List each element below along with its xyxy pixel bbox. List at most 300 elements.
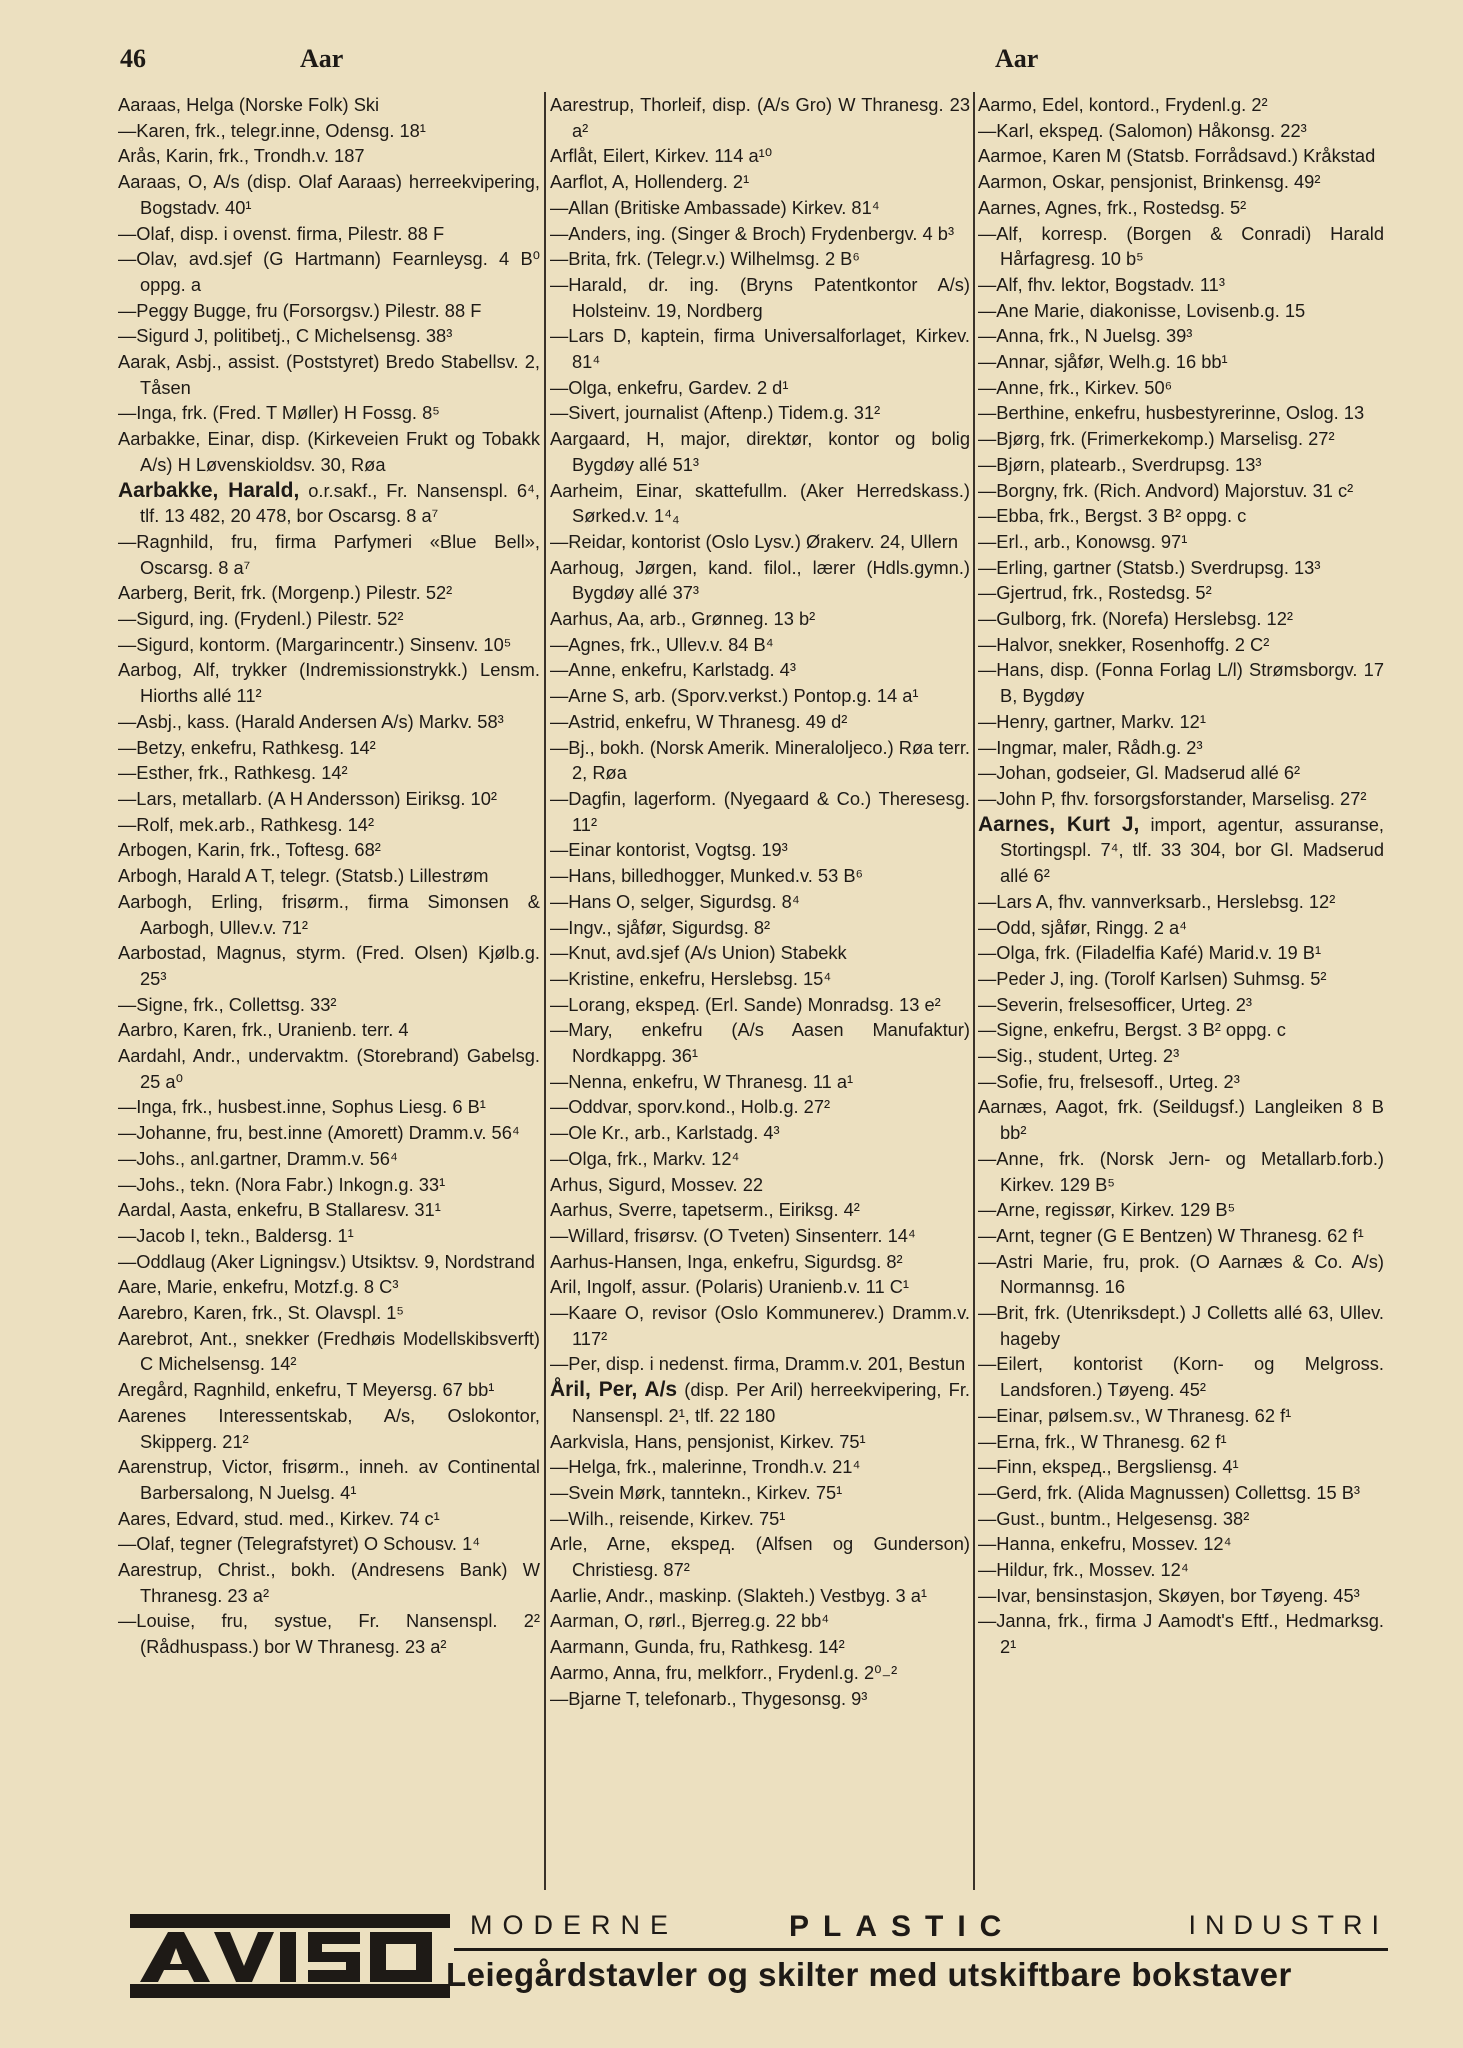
directory-entry bbox=[118, 221, 540, 247]
column-3 bbox=[978, 92, 1384, 1894]
column-divider bbox=[544, 92, 546, 1890]
directory-entry bbox=[550, 889, 970, 915]
entry-text: Aares, Edvard, stud. med., Kirkev. 74 c¹ bbox=[118, 1507, 440, 1529]
entry-text: —Hanna, enkefru, Mossev. 12⁴ bbox=[978, 1533, 1232, 1555]
entry-text: —Bj., bokh. (Norsk Amerik. Mineraloljeco.) Røa terr. 2, Røa bbox=[550, 736, 970, 784]
entry-text: —Olaf, tegner (Telegrafstyret) O Schousv. 1⁴ bbox=[118, 1533, 481, 1555]
directory-entry bbox=[118, 735, 540, 761]
directory-entry bbox=[550, 529, 970, 555]
directory-entry bbox=[550, 221, 970, 247]
entry-text: Aarbogh, Erling, frisørm., firma Simonsen & Aarbogh, Ullev.v. 71² bbox=[118, 890, 540, 938]
directory-entry bbox=[550, 92, 970, 143]
entry-text: —Rolf, mek.arb., Rathkesg. 14² bbox=[118, 813, 375, 835]
banner-word-plastic: PLASTIC bbox=[789, 1910, 1016, 1943]
entry-bold-name: Åril, Per, A/s bbox=[550, 1378, 678, 1402]
directory-entry bbox=[978, 992, 1384, 1018]
entry-text: —Ivar, bensinstasjon, Skøyen, bor Tøyeng. 45³ bbox=[978, 1584, 1360, 1606]
directory-entry bbox=[118, 143, 540, 169]
directory-entry bbox=[978, 298, 1384, 324]
entry-text: —Inga, frk., husbest.inne, Sophus Liesg. 6 B¹ bbox=[118, 1096, 486, 1118]
directory-entry bbox=[978, 349, 1384, 375]
entry-text: Aarhoug, Jørgen, kand. filol., lærer (Hdls.gymn.) Bygdøy allé 37³ bbox=[550, 556, 970, 604]
entry-text: Aarbog, Alf, trykker (Indremissionstrykk.) Lensm. Hiorths allé 11² bbox=[118, 659, 540, 707]
entry-text: —Arne, regissør, Kirkev. 129 B⁵ bbox=[978, 1199, 1236, 1221]
entry-text: —Esther, frk., Rathkesg. 14² bbox=[118, 762, 348, 784]
banner-word-industri: INDUSTRI bbox=[1188, 1910, 1388, 1940]
entry-text: —Hans, billedhogger, Munked.v. 53 B⁶ bbox=[550, 865, 864, 887]
entry-text: —Berthine, enkefru, husbestyrerinne, Oslog. 13 bbox=[978, 402, 1365, 424]
entry-text: —Allan (Britiske Ambassade) Kirkev. 81⁴ bbox=[550, 196, 880, 218]
entry-text: Aarmo, Edel, kontord., Frydenl.g. 2² bbox=[978, 94, 1268, 115]
entry-text: —Sigurd, ing. (Frydenl.) Pilestr. 52² bbox=[118, 608, 404, 630]
directory-entry bbox=[978, 966, 1384, 992]
entry-text: Aarmon, Oskar, pensjonist, Brinkensg. 49² bbox=[978, 171, 1321, 193]
directory-entry bbox=[978, 1608, 1384, 1659]
directory-entry bbox=[978, 606, 1384, 632]
entry-text: Aardal, Aasta, enkefru, B Stallaresv. 31¹ bbox=[118, 1199, 441, 1221]
directory-entry bbox=[978, 503, 1384, 529]
directory-entry bbox=[978, 915, 1384, 941]
entry-text: Arflåt, Eilert, Kirkev. 114 a¹⁰ bbox=[550, 145, 773, 167]
directory-entry bbox=[978, 709, 1384, 735]
directory-entry bbox=[118, 812, 540, 838]
directory-entry bbox=[978, 1403, 1384, 1429]
directory-entry bbox=[978, 1069, 1384, 1095]
directory-entry bbox=[118, 298, 540, 324]
entry-text: —Erling, gartner (Statsb.) Sverdrupsg. 13³ bbox=[978, 556, 1321, 578]
directory-entry bbox=[550, 143, 970, 169]
entry-text: —Arnt, tegner (G E Bentzen) W Thranesg. 62 f¹ bbox=[978, 1224, 1364, 1246]
directory-entry bbox=[550, 1583, 970, 1609]
entry-text: Arle, Arne, ekspeд. (Alfsen og Gunderson) Christiesg. 87² bbox=[550, 1533, 970, 1581]
directory-entry bbox=[978, 1351, 1384, 1402]
directory-entry bbox=[118, 889, 540, 940]
entry-text: —Erl., arb., Konowsg. 97¹ bbox=[978, 530, 1188, 552]
directory-entry bbox=[118, 760, 540, 786]
directory-entry bbox=[550, 426, 970, 477]
entry-text: Aarmoe, Karen M (Statsb. Forrådsavd.) Kråkstad bbox=[978, 145, 1376, 167]
entry-text: —Hans, disp. (Fonna Forlag L/l) Strømsborgv. 17 B, Bygdøy bbox=[978, 659, 1384, 707]
directory-entry bbox=[550, 1608, 970, 1634]
directory-entry bbox=[978, 786, 1384, 812]
directory-entry bbox=[978, 1017, 1384, 1043]
entry-text: —Oddlaug (Aker Ligningsv.) Utsiktsv. 9, Nordstrand bbox=[118, 1250, 535, 1272]
directory-entry bbox=[550, 1223, 970, 1249]
directory-entry bbox=[550, 555, 970, 606]
entry-text: —Anne, enkefru, Karlstadg. 4³ bbox=[550, 659, 796, 681]
entry-text: —Lars A, fhv. vannverksarb., Herslebsg. 12² bbox=[978, 890, 1336, 912]
entry-text: Aarkvisla, Hans, pensjonist, Kirkev. 75¹ bbox=[550, 1430, 866, 1452]
directory-entry bbox=[550, 837, 970, 863]
entry-text: —Erna, frk., W Thranesg. 62 f¹ bbox=[978, 1430, 1227, 1452]
entry-text: Aarbakke, Einar, disp. (Kirkeveien Frukt og Tobakk A/s) H Løvenskioldsv. 30, Røa bbox=[118, 428, 540, 475]
page-header bbox=[120, 44, 1388, 84]
advertisement-banner bbox=[124, 1906, 1388, 2016]
entry-text: —Dagfin, lagerform. (Nyegaard & Co.) Theresesg. 11² bbox=[550, 787, 970, 835]
entry-text: Aarberg, Berit, frk. (Morgenp.) Pilestr. 52² bbox=[118, 582, 453, 604]
directory-entry bbox=[550, 940, 970, 966]
entry-text: Aardahl, Andr., undervaktm. (Storebrand) Gabelsg. 25 a⁰ bbox=[118, 1045, 540, 1092]
directory-entry bbox=[118, 1531, 540, 1557]
directory-entry bbox=[118, 169, 540, 220]
entry-text: Aarlie, Andr., maskinp. (Slakteh.) Vestbyg. 3 a¹ bbox=[550, 1584, 927, 1606]
entry-text: Aare, Marie, enkefru, Motzf.g. 8 C³ bbox=[118, 1276, 399, 1298]
directory-entry bbox=[978, 1197, 1384, 1223]
directory-entry bbox=[550, 400, 970, 426]
directory-entry bbox=[118, 400, 540, 426]
directory-entry bbox=[978, 889, 1384, 915]
directory-entry bbox=[550, 1120, 970, 1146]
page-number: 46 bbox=[120, 44, 146, 73]
entry-text: —Finn, ekspeд., Bergsliensg. 4¹ bbox=[978, 1456, 1239, 1478]
entry-text: Aarnæs, Aagot, frk. (Seildugsf.) Langleiken 8 B bb² bbox=[978, 1096, 1384, 1144]
directory-entry bbox=[118, 529, 540, 580]
directory-entry bbox=[978, 1146, 1384, 1197]
directory-entry bbox=[978, 1506, 1384, 1532]
directory-entry bbox=[550, 1249, 970, 1275]
directory-entry bbox=[978, 1429, 1384, 1455]
entry-text: o.r.sakf., Fr. Nansenspl. 6⁴, tlf. 13 482, 20 478, bor Oscarsg. 8 a⁷ bbox=[140, 479, 540, 527]
entry-text: —Louise, fru, systue, Fr. Nansenspl. 2² (Rådhuspass.) bor W Thranesg. 23 a² bbox=[118, 1610, 540, 1658]
directory-entry bbox=[118, 92, 540, 118]
entry-text: —Arne S, arb. (Sporv.verkst.) Pontop.g. 14 a¹ bbox=[550, 685, 919, 707]
directory-entry bbox=[550, 1377, 970, 1428]
entry-text: Aarebrot, Ant., snekker (Fredhøis Modellskibsverft) C Michelsensg. 14² bbox=[118, 1327, 540, 1375]
entry-text: —Asbj., kass. (Harald Andersen A/s) Markv. 58³ bbox=[118, 710, 504, 732]
directory-entry bbox=[550, 966, 970, 992]
directory-entry bbox=[978, 169, 1384, 195]
entry-text: —Johan, godseier, Gl. Madserud allé 6² bbox=[978, 762, 1301, 784]
entry-text: Aarhus, Sverre, tapetserm., Eiriksg. 4² bbox=[550, 1199, 860, 1221]
directory-entry bbox=[978, 195, 1384, 221]
entry-text: —Olga, enkefru, Gardev. 2 d¹ bbox=[550, 376, 789, 398]
entry-text: —Johanne, fru, best.inne (Amorett) Dramm.v. 56⁴ bbox=[118, 1122, 520, 1144]
entry-text: Aaraas, Helga (Norske Folk) Ski bbox=[118, 94, 380, 115]
directory-entry bbox=[550, 1634, 970, 1660]
entry-text: Aregård, Ragnhild, enkefru, T Meyersg. 67 bb¹ bbox=[118, 1379, 495, 1401]
directory-entry bbox=[118, 1506, 540, 1532]
entry-bold-name: Aarnes, Kurt J, bbox=[978, 812, 1140, 836]
entry-text: —Hildur, frk., Mossev. 12⁴ bbox=[978, 1559, 1189, 1581]
entry-text: Arås, Karin, frk., Trondh.v. 187 bbox=[118, 145, 365, 167]
directory-entry bbox=[978, 400, 1384, 426]
entry-text: Aargaard, H, major, direktør, kontor og bolig Bygdøy allé 51³ bbox=[550, 428, 970, 475]
directory-entry bbox=[118, 1326, 540, 1377]
entry-text: —Einar kontorist, Vogtsg. 19³ bbox=[550, 839, 788, 861]
directory-entry bbox=[978, 580, 1384, 606]
directory-entry bbox=[978, 478, 1384, 504]
entry-text: —Annar, sjåfør, Welh.g. 16 bb¹ bbox=[978, 351, 1228, 373]
directory-entry bbox=[978, 375, 1384, 401]
directory-entry bbox=[118, 349, 540, 400]
entry-text: (disp. Per Aril) herreekvipering, Fr. Nansenspl. 2¹, tlf. 22 180 bbox=[572, 1379, 970, 1426]
entry-text: Aarak, Asbj., assist. (Poststyret) Bredo Stabellsv. 2, Tåsen bbox=[118, 351, 540, 398]
directory-entry bbox=[118, 1403, 540, 1454]
directory-entry bbox=[118, 118, 540, 144]
entry-text: —Reidar, kontorist (Oslo Lysv.) Ørakerv. 24, Ullern bbox=[550, 530, 959, 552]
directory-entry bbox=[550, 1069, 970, 1095]
directory-entry bbox=[978, 632, 1384, 658]
directory-entry bbox=[118, 786, 540, 812]
directory-entry bbox=[550, 786, 970, 837]
directory-entry bbox=[550, 657, 970, 683]
directory-entry bbox=[550, 1146, 970, 1172]
entry-text: Aarhus-Hansen, Inga, enkefru, Sigurdsg. 8² bbox=[550, 1250, 903, 1272]
entry-text: —Gjertrud, frk., Rostedsg. 5² bbox=[978, 582, 1212, 604]
directory-entry bbox=[118, 1300, 540, 1326]
directory-entry bbox=[978, 1454, 1384, 1480]
directory-entry bbox=[550, 1172, 970, 1198]
directory-entry bbox=[978, 452, 1384, 478]
entry-text: —Johs., anl.gartner, Dramm.v. 56⁴ bbox=[118, 1147, 398, 1169]
directory-entry bbox=[550, 683, 970, 709]
entry-text: —Alf, korresp. (Borgen & Conradi) Harald Hårfagresg. 10 b⁵ bbox=[978, 222, 1384, 270]
directory-entry bbox=[978, 272, 1384, 298]
directory-entry bbox=[118, 632, 540, 658]
entry-text: —Signe, enkefru, Bergst. 3 B² oppg. c bbox=[978, 1019, 1286, 1041]
entry-text: —Sigurd J, politibetj., C Michelsensg. 38³ bbox=[118, 325, 453, 347]
entry-text: —Jacob I, tekn., Baldersg. 1¹ bbox=[118, 1224, 354, 1246]
entry-text: Aarenstrup, Victor, frisørm., inneh. av Continental Barbersalong, N Juelsg. 4¹ bbox=[118, 1456, 540, 1503]
entry-text: —Agnes, frk., Ullev.v. 84 B⁴ bbox=[550, 633, 774, 655]
entry-text: Aarheim, Einar, skattefullm. (Aker Herredskass.) Sørked.v. 1⁴₄ bbox=[550, 479, 970, 527]
column-1 bbox=[118, 92, 540, 1894]
entry-text: —Sigurd, kontorm. (Margarincentr.) Sinsenv. 10⁵ bbox=[118, 633, 512, 655]
column-divider bbox=[973, 92, 975, 1890]
entry-text: Aarbro, Karen, frk., Uranienb. terr. 4 bbox=[118, 1019, 409, 1041]
entry-text: —Astri Marie, fru, prok. (O Aarnæs & Co. A/s) Normannsg. 16 bbox=[978, 1250, 1384, 1298]
directory-entry bbox=[550, 1351, 970, 1377]
entry-bold-name: Aarbakke, Harald, bbox=[118, 478, 300, 502]
entry-text: —Ragnhild, fru, firma Parfymeri «Blue Bell», Oscarsg. 8 a⁷ bbox=[118, 530, 540, 578]
directory-entry bbox=[550, 1480, 970, 1506]
directory-entry bbox=[118, 1557, 540, 1608]
banner-tagline bbox=[454, 1906, 1388, 1946]
banner-slogan: Leiegårdstavler og skilter med utskiftbare bokstaver bbox=[446, 1956, 1292, 1993]
directory-entry bbox=[118, 1454, 540, 1505]
directory-entry bbox=[118, 1120, 540, 1146]
entry-text: —Borgny, frk. (Rich. Andvord) Majorstuv. 31 c² bbox=[978, 479, 1354, 501]
entry-text: —Olga, frk., Markv. 12⁴ bbox=[550, 1147, 740, 1169]
directory-entry bbox=[118, 837, 540, 863]
entry-text: —Kaare O, revisor (Oslo Kommunerev.) Dramm.v. 117² bbox=[550, 1302, 970, 1349]
directory-entry bbox=[978, 940, 1384, 966]
right-running-head: Aar bbox=[995, 44, 1039, 73]
entry-text: —Harald, dr. ing. (Bryns Patentkontor A/s) Holsteinv. 19, Nordberg bbox=[550, 273, 970, 321]
directory-entry bbox=[550, 323, 970, 374]
directory-entry bbox=[550, 195, 970, 221]
entry-text: Aarman, O, rørl., Bjerreg.g. 22 bb⁴ bbox=[550, 1610, 830, 1632]
directory-entry bbox=[550, 375, 970, 401]
directory-entry bbox=[118, 323, 540, 349]
entry-text: Aarenes Interessentskab, A/s, Oslokontor, Skipperg. 21² bbox=[118, 1404, 540, 1452]
entry-text: —Anna, frk., N Juelsg. 39³ bbox=[978, 325, 1193, 347]
entry-text: —Gulborg, frk. (Norefa) Herslebsg. 12² bbox=[978, 608, 1293, 630]
directory-entry bbox=[550, 1274, 970, 1300]
entry-text: Aarestrup, Christ., bokh. (Andresens Bank) W Thranesg. 23 a² bbox=[118, 1559, 540, 1606]
directory-entry bbox=[978, 657, 1384, 708]
directory-entry bbox=[118, 709, 540, 735]
entry-text: —Knut, avd.sjef (A/s Union) Stabekk bbox=[550, 942, 847, 964]
entry-text: —Peggy Bugge, fru (Forsorgsv.) Pilestr. 88 F bbox=[118, 299, 482, 321]
entry-text: —John P, fhv. forsorgsforstander, Marselisg. 27² bbox=[978, 787, 1367, 809]
directory-entry bbox=[118, 1223, 540, 1249]
entry-text: Aarflot, A, Hollenderg. 2¹ bbox=[550, 171, 750, 193]
directory-entry bbox=[550, 1300, 970, 1351]
entry-text: Arbogh, Harald A T, telegr. (Statsb.) Lillestrøm bbox=[118, 865, 489, 887]
entry-text: —Betzy, enkefru, Rathkesg. 14² bbox=[118, 736, 376, 758]
directory-entry bbox=[978, 1531, 1384, 1557]
directory-entry bbox=[118, 940, 540, 991]
entry-text: —Willard, frisørsv. (O Tveten) Sinsenterr. 14⁴ bbox=[550, 1224, 916, 1246]
entry-text: —Sig., student, Urteg. 2³ bbox=[978, 1045, 1180, 1067]
directory-entry bbox=[550, 1454, 970, 1480]
entry-text: Aarmo, Anna, fru, melkforr., Frydenl.g. 2⁰₋² bbox=[550, 1661, 898, 1683]
entry-text: —Anders, ing. (Singer & Broch) Frydenbergv. 4 b³ bbox=[550, 222, 955, 244]
entry-text: —Karl, ekspeд. (Salomon) Håkonsg. 22³ bbox=[978, 119, 1307, 141]
entry-text: —Mary, enkefru (A/s Aasen Manufaktur) Nordkappg. 36¹ bbox=[550, 1019, 970, 1067]
entry-text: —Ingv., sjåfør, Sigurdsg. 8² bbox=[550, 916, 771, 938]
entry-text: —Nenna, enkefru, W Thranesg. 11 a¹ bbox=[550, 1070, 854, 1092]
directory-entry bbox=[118, 1249, 540, 1275]
directory-entry bbox=[978, 1043, 1384, 1069]
entry-text: —Peder J, ing. (Torolf Karlsen) Suhmsg. 5² bbox=[978, 967, 1327, 989]
entry-text: —Johs., tekn. (Nora Fabr.) Inkogn.g. 33¹ bbox=[118, 1173, 446, 1195]
directory-entry bbox=[978, 118, 1384, 144]
directory-entry bbox=[978, 143, 1384, 169]
directory-entry bbox=[978, 555, 1384, 581]
directory-entry bbox=[118, 1377, 540, 1403]
aviso-logo bbox=[130, 1910, 450, 2002]
entry-text: —Ingmar, maler, Rådh.g. 2³ bbox=[978, 736, 1203, 758]
directory-entry bbox=[978, 92, 1384, 118]
directory-entry bbox=[118, 1274, 540, 1300]
entry-text: —Svein Mørk, tanntekn., Kirkev. 75¹ bbox=[550, 1481, 843, 1503]
directory-entry bbox=[118, 1197, 540, 1223]
entry-text: —Olga, frk. (Filadelfia Kafé) Marid.v. 19 B¹ bbox=[978, 942, 1322, 964]
directory-entry bbox=[118, 478, 540, 529]
directory-entry bbox=[978, 812, 1384, 889]
directory-entry bbox=[118, 426, 540, 477]
directory-entry bbox=[550, 1506, 970, 1532]
directory-entry bbox=[550, 606, 970, 632]
directory-entry bbox=[118, 606, 540, 632]
directory-entry bbox=[550, 863, 970, 889]
entry-text: —Sofie, fru, frelsesoff., Urteg. 2³ bbox=[978, 1070, 1240, 1092]
entry-text: —Bjørn, platearb., Sverdrupsg. 13³ bbox=[978, 453, 1262, 475]
entry-text: Aaraas, O, A/s (disp. Olaf Aaraas) herreekvipering, Bogstadv. 40¹ bbox=[118, 171, 540, 218]
entry-text: —Alf, fhv. lektor, Bogstadv. 11³ bbox=[978, 273, 1225, 295]
directory-entry bbox=[550, 1197, 970, 1223]
entry-text: —Oddvar, sporv.kond., Holb.g. 27² bbox=[550, 1096, 831, 1118]
directory-entry bbox=[978, 1300, 1384, 1351]
directory-entry bbox=[978, 735, 1384, 761]
left-running-head: Aar bbox=[300, 44, 344, 73]
entry-text: —Per, disp. i nedenst. firma, Dramm.v. 201, Bestun bbox=[550, 1353, 966, 1375]
directory-entry bbox=[978, 1223, 1384, 1249]
entry-text: —Olaf, disp. i ovenst. firma, Pilestr. 88 F bbox=[118, 222, 445, 244]
entry-text: Aarhus, Aa, arb., Grønneg. 13 b² bbox=[550, 608, 816, 630]
entry-text: Aarestrup, Thorleif, disp. (A/s Gro) W Thranesg. 23 a² bbox=[550, 94, 970, 141]
entry-text: —Bjarne T, telefonarb., Thygesonsg. 9³ bbox=[550, 1687, 868, 1709]
directory-entry bbox=[550, 709, 970, 735]
entry-text: —Inga, frk. (Fred. T Møller) H Fossg. 8⁵ bbox=[118, 402, 440, 424]
directory-entry bbox=[118, 1017, 540, 1043]
entry-text: —Ole Kr., arb., Karlstadg. 4³ bbox=[550, 1122, 780, 1144]
directory-entry bbox=[550, 1660, 970, 1686]
directory-entry bbox=[550, 735, 970, 786]
directory-entry bbox=[118, 1043, 540, 1094]
entry-text: —Gerd, frk. (Alida Magnussen) Collettsg. 15 B³ bbox=[978, 1481, 1361, 1503]
directory-entry bbox=[550, 1094, 970, 1120]
directory-entry bbox=[978, 760, 1384, 786]
entry-text: —Einar, pølsem.sv., W Thranesg. 62 f¹ bbox=[978, 1404, 1292, 1426]
directory-entry bbox=[550, 1686, 970, 1712]
entry-text: —Lorang, ekspeд. (Erl. Sande) Monradsg. 13 e² bbox=[550, 993, 941, 1015]
entry-text: —Kristine, enkefru, Herslebsg. 15⁴ bbox=[550, 967, 832, 989]
entry-text: Aarmann, Gunda, fru, Rathkesg. 14² bbox=[550, 1636, 845, 1658]
directory-entry bbox=[118, 1146, 540, 1172]
directory-entry bbox=[118, 246, 540, 297]
entry-text: —Olav, avd.sjef (G Hartmann) Fearnleysg. 4 B⁰ oppg. a bbox=[118, 248, 540, 295]
directory-entry bbox=[978, 1094, 1384, 1145]
entry-text: —Odd, sjåfør, Ringg. 2 a⁴ bbox=[978, 916, 1188, 938]
directory-columns bbox=[118, 92, 1384, 1894]
directory-entry bbox=[118, 863, 540, 889]
entry-text: —Brit, frk. (Utenriksdept.) J Colletts allé 63, Ullev. hageby bbox=[978, 1302, 1384, 1349]
directory-entry bbox=[978, 323, 1384, 349]
entry-text: —Ane Marie, diakonisse, Lovisenb.g. 15 bbox=[978, 299, 1306, 321]
directory-entry bbox=[550, 1017, 970, 1068]
entry-text: —Hans O, selger, Sigurdsg. 8⁴ bbox=[550, 890, 800, 912]
entry-text: Arbogen, Karin, frk., Toftesg. 68² bbox=[118, 839, 381, 861]
entry-text: —Janna, frk., firma J Aamodt's Eftf., Hedmarksg. 2¹ bbox=[978, 1610, 1384, 1658]
entry-text: Aarbostad, Magnus, styrm. (Fred. Olsen) Kjølb.g. 25³ bbox=[118, 942, 540, 989]
directory-entry bbox=[550, 1531, 970, 1582]
directory-entry bbox=[978, 1480, 1384, 1506]
entry-text: —Brita, frk. (Telegr.v.) Wilhelmsg. 2 B⁶ bbox=[550, 248, 860, 270]
directory-entry bbox=[978, 426, 1384, 452]
entry-text: —Sivert, journalist (Aftenp.) Tidem.g. 31² bbox=[550, 402, 881, 424]
directory-entry bbox=[550, 478, 970, 529]
entry-text: —Wilh., reisende, Kirkev. 75¹ bbox=[550, 1507, 786, 1529]
entry-text: —Signe, frk., Collettsg. 33² bbox=[118, 993, 337, 1015]
directory-entry bbox=[118, 992, 540, 1018]
directory-entry bbox=[978, 529, 1384, 555]
entry-text: —Henry, gartner, Markv. 12¹ bbox=[978, 710, 1206, 732]
entry-text: Aarebro, Karen, frk., St. Olavspl. 1⁵ bbox=[118, 1302, 404, 1324]
directory-entry bbox=[550, 1429, 970, 1455]
directory-entry bbox=[550, 632, 970, 658]
directory-entry bbox=[550, 992, 970, 1018]
directory-entry bbox=[118, 1172, 540, 1198]
directory-entry bbox=[978, 1583, 1384, 1609]
entry-text: Aril, Ingolf, assur. (Polaris) Uranienb.v. 11 C¹ bbox=[550, 1276, 909, 1298]
entry-text: —Eilert, kontorist (Korn- og Melgross. Landsforen.) Tøyeng. 45² bbox=[978, 1353, 1384, 1401]
column-2 bbox=[550, 92, 970, 1894]
directory-entry bbox=[118, 1608, 540, 1659]
entry-text: —Lars D, kaptein, firma Universalforlaget, Kirkev. 81⁴ bbox=[550, 325, 970, 373]
directory-entry bbox=[550, 246, 970, 272]
entry-text: —Bjørg, frk. (Frimerkekomp.) Marselisg. 27² bbox=[978, 428, 1335, 450]
banner-word-moderne: MODERNE bbox=[470, 1910, 679, 1940]
entry-text: import, agentur, assuranse, Stortingspl. 7⁴, tlf. 33 304, bor Gl. Madserud allé 6² bbox=[1000, 813, 1384, 887]
directory-entry bbox=[978, 1249, 1384, 1300]
entry-text: —Helga, frk., malerinne, Trondh.v. 21⁴ bbox=[550, 1456, 861, 1478]
directory-entry bbox=[550, 915, 970, 941]
entry-text: —Anne, frk., Kirkev. 50⁶ bbox=[978, 376, 1173, 398]
entry-text: —Halvor, snekker, Rosenhoffg. 2 C² bbox=[978, 633, 1270, 655]
